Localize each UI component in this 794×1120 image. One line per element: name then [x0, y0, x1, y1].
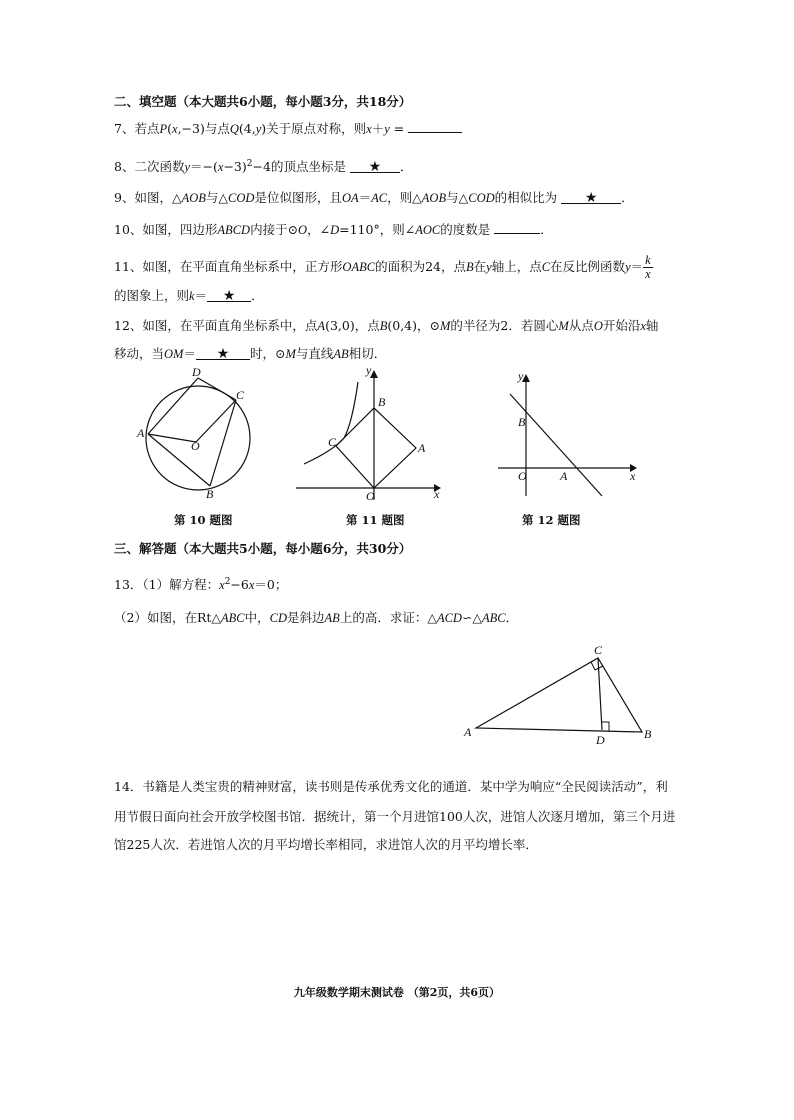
q10-answer-blank[interactable] [494, 219, 540, 234]
svg-text:C: C [328, 435, 337, 449]
question-14-line2: 用节假日面向社会开放学校图书馆．据统计，第一个月进馆100人次，进馆人次逐月增加，第三个月进 [114, 809, 676, 824]
star-icon: ★ [584, 190, 598, 206]
figure-11-caption: 第 11 题图 [346, 513, 405, 527]
q11-answer-blank[interactable] [207, 287, 251, 302]
svg-text:y: y [366, 368, 372, 377]
q12-answer-blank[interactable] [196, 345, 250, 360]
question-12: 12、如图，在平面直角坐标系中，点A(3,0)，点B(0,4)，⊙M的半径为2．若圆心M从点O开始沿x轴 [114, 318, 659, 333]
question-14-line1: 14．书籍是人类宝贵的精神财富，读书则是传承优秀文化的通道．某中学为响应“全民阅读活动”，利 [114, 779, 668, 794]
svg-text:A: A [137, 426, 145, 440]
section2-heading: 二、填空题（本大题共6小题，每小题3分，共18分） [114, 94, 412, 109]
svg-text:y: y [518, 372, 524, 383]
svg-text:A: A [418, 441, 426, 455]
question-12-cont: 移动，当OM＝ ★ 时，⊙M与直线AB相切． [114, 346, 387, 362]
star-icon: ★ [222, 288, 236, 304]
question-8: 8、二次函数$y=-(x-3)^2-4$的顶点坐标是 ★ ． [114, 159, 413, 176]
q9-answer-blank[interactable] [561, 189, 621, 204]
q8-answer-blank[interactable] [350, 158, 400, 176]
section3-heading: 三、解答题（本大题共5小题，每小题6分，共30分） [114, 541, 412, 556]
svg-text:x: x [630, 469, 636, 483]
figure-10-caption: 第 10 题图 [174, 513, 233, 527]
question-7: 7、若点P(x,−3)与点Q(4,y)关于原点对称，则x＋y = [114, 118, 462, 138]
star-icon: ★ [216, 346, 230, 362]
svg-text:C: C [594, 643, 603, 657]
question-11: 11、如图，在平面直角坐标系中，正方形OABC的面积为24，点B在y轴上，点C在反比例函数y＝ $\frac{k}{x}$ [114, 253, 651, 281]
figure-12-coordinate-line [496, 372, 642, 500]
svg-text:C: C [236, 388, 245, 402]
svg-text:O: O [191, 439, 200, 453]
question-10: 10、如图，四边形ABCD内接于⊙O，∠D=110°，则∠AOC的度数是 ． [114, 219, 553, 239]
question-9: 9、如图，△AOB与△COD是位似图形，且OA＝AC，则△AOB与△COD的相似比为 ★ ． [114, 190, 634, 206]
star-icon: ★ [368, 159, 382, 176]
question-11-cont: 的图象上，则k＝ ★ ． [114, 288, 264, 304]
page-footer: 九年级数学期末测试卷 （第2页，共6页） [293, 986, 501, 999]
svg-text:D: D [596, 733, 605, 747]
svg-text:A: A [464, 725, 472, 739]
fraction-k-over-x: $\frac{k}{x}$ [645, 253, 651, 281]
svg-text:D: D [192, 365, 201, 379]
svg-text:B: B [378, 395, 386, 409]
figure-12-caption: 第 12 题图 [522, 513, 581, 527]
q7-answer-blank[interactable] [408, 118, 462, 133]
question-14-line3: 馆225人次．若进馆人次的月平均增长率相同，求进馆人次的月平均增长率． [114, 837, 538, 852]
question-13-part2: （2）如图，在Rt△ABC中，CD是斜边AB上的高．求证：△ACD∽△ABC． [114, 610, 519, 625]
svg-text:B: B [644, 727, 652, 741]
svg-text:x: x [434, 487, 440, 501]
svg-text:B: B [518, 415, 526, 429]
svg-text:O: O [518, 469, 527, 483]
svg-text:A: A [560, 469, 568, 483]
svg-text:O: O [366, 489, 375, 503]
svg-text:B: B [206, 487, 214, 501]
figure-11-coordinate-square [294, 368, 444, 504]
figure-10-circle [132, 364, 264, 502]
question-13-part1: 13．（1）解方程：$x^2-6x=0$； [114, 577, 288, 593]
figure-13-right-triangle [462, 642, 662, 750]
